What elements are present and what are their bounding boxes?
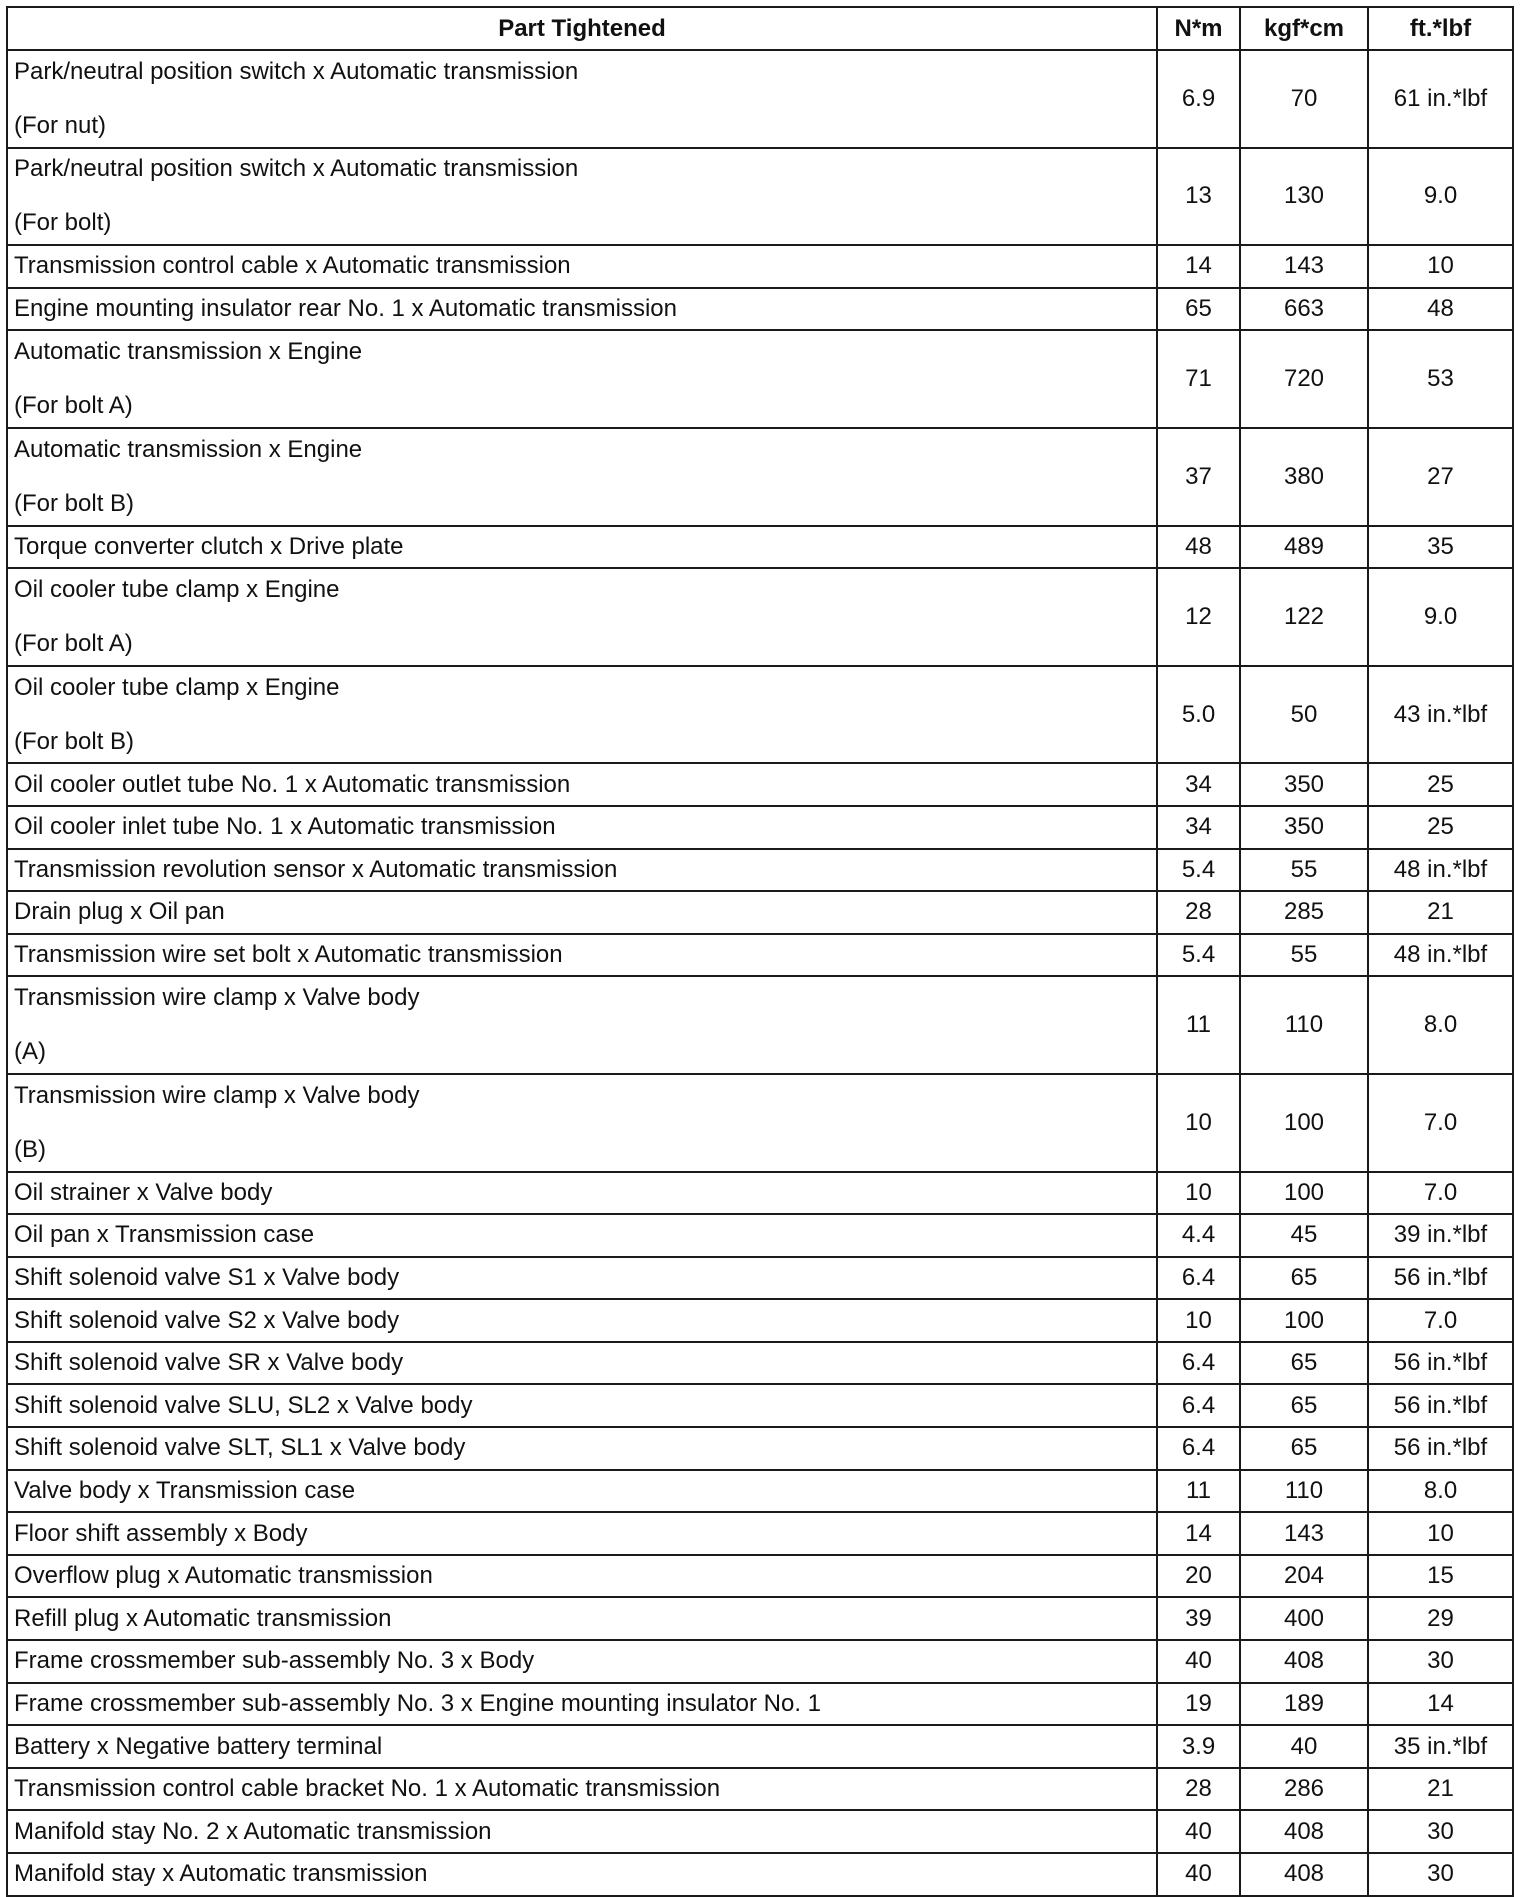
part-name: Transmission control cable bracket No. 1 x Automatic transmission <box>14 1775 721 1803</box>
torque-ft-cell: 53 <box>1368 330 1513 428</box>
torque-nm-cell: 28 <box>1157 1768 1240 1811</box>
part-name: Manifold stay x Automatic transmission <box>14 1860 428 1888</box>
torque-ft-cell: 30 <box>1368 1640 1513 1683</box>
part-cell <box>7 1384 1157 1427</box>
table-row <box>7 1725 1513 1768</box>
part-cell <box>7 1074 1157 1172</box>
torque-kgf-cell: 400 <box>1240 1597 1368 1640</box>
table-row <box>7 1597 1513 1640</box>
part-note: (A) <box>14 1038 46 1066</box>
torque-kgf-cell: 143 <box>1240 245 1368 288</box>
torque-nm-cell: 12 <box>1157 568 1240 666</box>
table-row <box>7 1427 1513 1470</box>
torque-ft-cell: 35 in.*lbf <box>1368 1725 1513 1768</box>
table-row <box>7 891 1513 934</box>
part-cell <box>7 288 1157 331</box>
torque-kgf-cell: 122 <box>1240 568 1368 666</box>
torque-nm-cell: 14 <box>1157 1512 1240 1555</box>
part-note: (For bolt) <box>14 209 112 237</box>
torque-nm-cell: 5.0 <box>1157 666 1240 764</box>
torque-kgf-cell: 143 <box>1240 1512 1368 1555</box>
part-cell <box>7 1257 1157 1300</box>
torque-kgf-cell: 380 <box>1240 428 1368 526</box>
part-cell <box>7 666 1157 764</box>
part-cell <box>7 1342 1157 1385</box>
torque-nm-cell: 37 <box>1157 428 1240 526</box>
part-name: Oil pan x Transmission case <box>14 1221 315 1249</box>
table-row <box>7 1470 1513 1513</box>
torque-ft-cell: 25 <box>1368 763 1513 806</box>
torque-ft-cell: 15 <box>1368 1555 1513 1598</box>
torque-kgf-cell: 285 <box>1240 891 1368 934</box>
torque-nm-cell: 6.4 <box>1157 1427 1240 1470</box>
part-cell <box>7 763 1157 806</box>
torque-ft-cell: 30 <box>1368 1810 1513 1853</box>
torque-kgf-cell: 110 <box>1240 976 1368 1074</box>
torque-kgf-cell: 55 <box>1240 849 1368 892</box>
torque-kgf-cell: 663 <box>1240 288 1368 331</box>
part-name: Oil cooler tube clamp x Engine <box>14 575 340 603</box>
part-name: Park/neutral position switch x Automatic transmission <box>14 57 579 85</box>
torque-kgf-cell: 40 <box>1240 1725 1368 1768</box>
part-name: Oil cooler tube clamp x Engine <box>14 673 340 701</box>
torque-nm-cell: 40 <box>1157 1640 1240 1683</box>
table-row <box>7 1257 1513 1300</box>
part-cell <box>7 1853 1157 1896</box>
torque-ft-cell: 30 <box>1368 1853 1513 1896</box>
part-cell <box>7 976 1157 1074</box>
part-note: (For bolt A) <box>14 392 133 420</box>
torque-kgf-cell: 110 <box>1240 1470 1368 1513</box>
torque-kgf-cell: 286 <box>1240 1768 1368 1811</box>
part-cell <box>7 148 1157 246</box>
part-name: Shift solenoid valve S1 x Valve body <box>14 1263 400 1291</box>
torque-ft-cell: 21 <box>1368 1768 1513 1811</box>
torque-nm-cell: 6.4 <box>1157 1384 1240 1427</box>
torque-nm-cell: 28 <box>1157 891 1240 934</box>
part-cell <box>7 50 1157 148</box>
torque-nm-cell: 20 <box>1157 1555 1240 1598</box>
table-row <box>7 330 1513 428</box>
table-row <box>7 568 1513 666</box>
table-row <box>7 526 1513 569</box>
part-name: Manifold stay No. 2 x Automatic transmission <box>14 1817 492 1845</box>
torque-nm-cell: 6.9 <box>1157 50 1240 148</box>
torque-ft-cell: 43 in.*lbf <box>1368 666 1513 764</box>
header-ft-lbf: ft.*lbf <box>1368 7 1513 50</box>
torque-kgf-cell: 204 <box>1240 1555 1368 1598</box>
part-cell <box>7 1810 1157 1853</box>
torque-nm-cell: 5.4 <box>1157 934 1240 977</box>
torque-kgf-cell: 189 <box>1240 1683 1368 1726</box>
table-row <box>7 288 1513 331</box>
table-row <box>7 1640 1513 1683</box>
table-row <box>7 976 1513 1074</box>
torque-ft-cell: 14 <box>1368 1683 1513 1726</box>
table-row <box>7 148 1513 246</box>
torque-ft-cell: 56 in.*lbf <box>1368 1342 1513 1385</box>
torque-specification-table <box>6 6 1514 1897</box>
torque-ft-cell: 10 <box>1368 1512 1513 1555</box>
torque-ft-cell: 8.0 <box>1368 1470 1513 1513</box>
part-name: Transmission wire clamp x Valve body <box>14 984 420 1012</box>
part-name: Oil strainer x Valve body <box>14 1178 273 1206</box>
part-cell <box>7 1512 1157 1555</box>
torque-ft-cell: 56 in.*lbf <box>1368 1384 1513 1427</box>
torque-ft-cell: 25 <box>1368 806 1513 849</box>
part-name: Transmission revolution sensor x Automatic transmission <box>14 855 618 883</box>
table-row <box>7 1512 1513 1555</box>
torque-ft-cell: 7.0 <box>1368 1172 1513 1215</box>
table-row <box>7 806 1513 849</box>
torque-kgf-cell: 408 <box>1240 1810 1368 1853</box>
torque-nm-cell: 65 <box>1157 288 1240 331</box>
torque-ft-cell: 39 in.*lbf <box>1368 1214 1513 1257</box>
torque-ft-cell: 7.0 <box>1368 1299 1513 1342</box>
part-cell <box>7 1555 1157 1598</box>
table-row <box>7 1299 1513 1342</box>
torque-ft-cell: 48 in.*lbf <box>1368 934 1513 977</box>
torque-ft-cell: 7.0 <box>1368 1074 1513 1172</box>
part-name: Refill plug x Automatic transmission <box>14 1604 392 1632</box>
part-name: Park/neutral position switch x Automatic transmission <box>14 155 579 183</box>
table-row <box>7 934 1513 977</box>
part-cell <box>7 806 1157 849</box>
header-newton-meters: N*m <box>1157 7 1240 50</box>
torque-ft-cell: 8.0 <box>1368 976 1513 1074</box>
table-row <box>7 50 1513 148</box>
part-cell <box>7 428 1157 526</box>
torque-nm-cell: 71 <box>1157 330 1240 428</box>
torque-nm-cell: 19 <box>1157 1683 1240 1726</box>
part-cell <box>7 330 1157 428</box>
torque-nm-cell: 5.4 <box>1157 849 1240 892</box>
part-name: Shift solenoid valve S2 x Valve body <box>14 1306 400 1334</box>
torque-kgf-cell: 70 <box>1240 50 1368 148</box>
torque-ft-cell: 21 <box>1368 891 1513 934</box>
torque-ft-cell: 56 in.*lbf <box>1368 1427 1513 1470</box>
part-cell <box>7 1683 1157 1726</box>
table-row <box>7 1768 1513 1811</box>
part-name: Floor shift assembly x Body <box>14 1519 308 1547</box>
part-name: Automatic transmission x Engine <box>14 338 363 366</box>
torque-kgf-cell: 720 <box>1240 330 1368 428</box>
torque-kgf-cell: 100 <box>1240 1299 1368 1342</box>
torque-nm-cell: 10 <box>1157 1074 1240 1172</box>
part-cell <box>7 526 1157 569</box>
part-cell <box>7 1172 1157 1215</box>
table-row <box>7 1810 1513 1853</box>
table-row <box>7 1384 1513 1427</box>
part-name: Oil cooler outlet tube No. 1 x Automatic transmission <box>14 770 571 798</box>
table-row <box>7 849 1513 892</box>
table-row <box>7 666 1513 764</box>
torque-nm-cell: 39 <box>1157 1597 1240 1640</box>
torque-kgf-cell: 55 <box>1240 934 1368 977</box>
table-row <box>7 245 1513 288</box>
part-note: (For bolt B) <box>14 489 135 517</box>
torque-kgf-cell: 50 <box>1240 666 1368 764</box>
part-note: (For nut) <box>14 111 107 139</box>
torque-nm-cell: 11 <box>1157 1470 1240 1513</box>
torque-kgf-cell: 65 <box>1240 1384 1368 1427</box>
part-cell <box>7 1470 1157 1513</box>
part-cell <box>7 568 1157 666</box>
table-row <box>7 1342 1513 1385</box>
table-row <box>7 1172 1513 1215</box>
part-cell <box>7 1725 1157 1768</box>
torque-ft-cell: 35 <box>1368 526 1513 569</box>
torque-ft-cell: 27 <box>1368 428 1513 526</box>
torque-kgf-cell: 408 <box>1240 1853 1368 1896</box>
part-name: Oil cooler inlet tube No. 1 x Automatic transmission <box>14 813 556 841</box>
part-name: Frame crossmember sub-assembly No. 3 x Engine mounting insulator No. 1 <box>14 1689 821 1717</box>
part-cell <box>7 1768 1157 1811</box>
torque-nm-cell: 6.4 <box>1157 1342 1240 1385</box>
part-note: (For bolt A) <box>14 629 133 657</box>
table-row <box>7 1214 1513 1257</box>
torque-kgf-cell: 350 <box>1240 763 1368 806</box>
torque-kgf-cell: 65 <box>1240 1427 1368 1470</box>
torque-ft-cell: 9.0 <box>1368 148 1513 246</box>
torque-nm-cell: 14 <box>1157 245 1240 288</box>
torque-ft-cell: 10 <box>1368 245 1513 288</box>
part-cell <box>7 1640 1157 1683</box>
table-row <box>7 428 1513 526</box>
torque-ft-cell: 9.0 <box>1368 568 1513 666</box>
part-name: Transmission control cable x Automatic transmission <box>14 252 571 280</box>
part-cell <box>7 849 1157 892</box>
part-name: Valve body x Transmission case <box>14 1476 356 1504</box>
part-cell <box>7 245 1157 288</box>
table-row <box>7 1853 1513 1896</box>
torque-ft-cell: 48 in.*lbf <box>1368 849 1513 892</box>
torque-kgf-cell: 130 <box>1240 148 1368 246</box>
table-row <box>7 1074 1513 1172</box>
torque-nm-cell: 48 <box>1157 526 1240 569</box>
part-name: Shift solenoid valve SLU, SL2 x Valve body <box>14 1391 473 1419</box>
torque-kgf-cell: 65 <box>1240 1342 1368 1385</box>
part-cell <box>7 934 1157 977</box>
part-name: Shift solenoid valve SLT, SL1 x Valve body <box>14 1434 466 1462</box>
torque-nm-cell: 40 <box>1157 1853 1240 1896</box>
torque-nm-cell: 13 <box>1157 148 1240 246</box>
part-note: (For bolt B) <box>14 727 135 755</box>
torque-nm-cell: 6.4 <box>1157 1257 1240 1300</box>
part-name: Battery x Negative battery terminal <box>14 1732 383 1760</box>
torque-kgf-cell: 65 <box>1240 1257 1368 1300</box>
torque-kgf-cell: 350 <box>1240 806 1368 849</box>
table-row <box>7 1555 1513 1598</box>
part-name: Frame crossmember sub-assembly No. 3 x Body <box>14 1647 535 1675</box>
table-header-row <box>7 7 1513 50</box>
part-name: Drain plug x Oil pan <box>14 898 225 926</box>
torque-nm-cell: 3.9 <box>1157 1725 1240 1768</box>
part-cell <box>7 891 1157 934</box>
torque-nm-cell: 10 <box>1157 1299 1240 1342</box>
torque-ft-cell: 29 <box>1368 1597 1513 1640</box>
part-name: Automatic transmission x Engine <box>14 435 363 463</box>
part-cell <box>7 1299 1157 1342</box>
part-name: Transmission wire set bolt x Automatic transmission <box>14 941 563 969</box>
torque-nm-cell: 34 <box>1157 763 1240 806</box>
table-row <box>7 1683 1513 1726</box>
part-name: Torque converter clutch x Drive plate <box>14 532 404 560</box>
torque-kgf-cell: 100 <box>1240 1172 1368 1215</box>
part-cell <box>7 1597 1157 1640</box>
torque-nm-cell: 40 <box>1157 1810 1240 1853</box>
part-name: Overflow plug x Automatic transmission <box>14 1562 433 1590</box>
torque-kgf-cell: 45 <box>1240 1214 1368 1257</box>
torque-ft-cell: 48 <box>1368 288 1513 331</box>
table-row <box>7 763 1513 806</box>
part-note: (B) <box>14 1135 46 1163</box>
part-cell <box>7 1214 1157 1257</box>
torque-nm-cell: 34 <box>1157 806 1240 849</box>
torque-nm-cell: 10 <box>1157 1172 1240 1215</box>
torque-ft-cell: 56 in.*lbf <box>1368 1257 1513 1300</box>
torque-kgf-cell: 408 <box>1240 1640 1368 1683</box>
part-name: Transmission wire clamp x Valve body <box>14 1081 420 1109</box>
header-part-tightened: Part Tightened <box>7 7 1157 50</box>
torque-nm-cell: 11 <box>1157 976 1240 1074</box>
torque-kgf-cell: 489 <box>1240 526 1368 569</box>
part-name: Engine mounting insulator rear No. 1 x Automatic transmission <box>14 295 677 323</box>
part-name: Shift solenoid valve SR x Valve body <box>14 1349 404 1377</box>
torque-ft-cell: 61 in.*lbf <box>1368 50 1513 148</box>
part-cell <box>7 1427 1157 1470</box>
torque-nm-cell: 4.4 <box>1157 1214 1240 1257</box>
torque-kgf-cell: 100 <box>1240 1074 1368 1172</box>
header-kgf-cm: kgf*cm <box>1240 7 1368 50</box>
table-body <box>7 50 1513 1896</box>
